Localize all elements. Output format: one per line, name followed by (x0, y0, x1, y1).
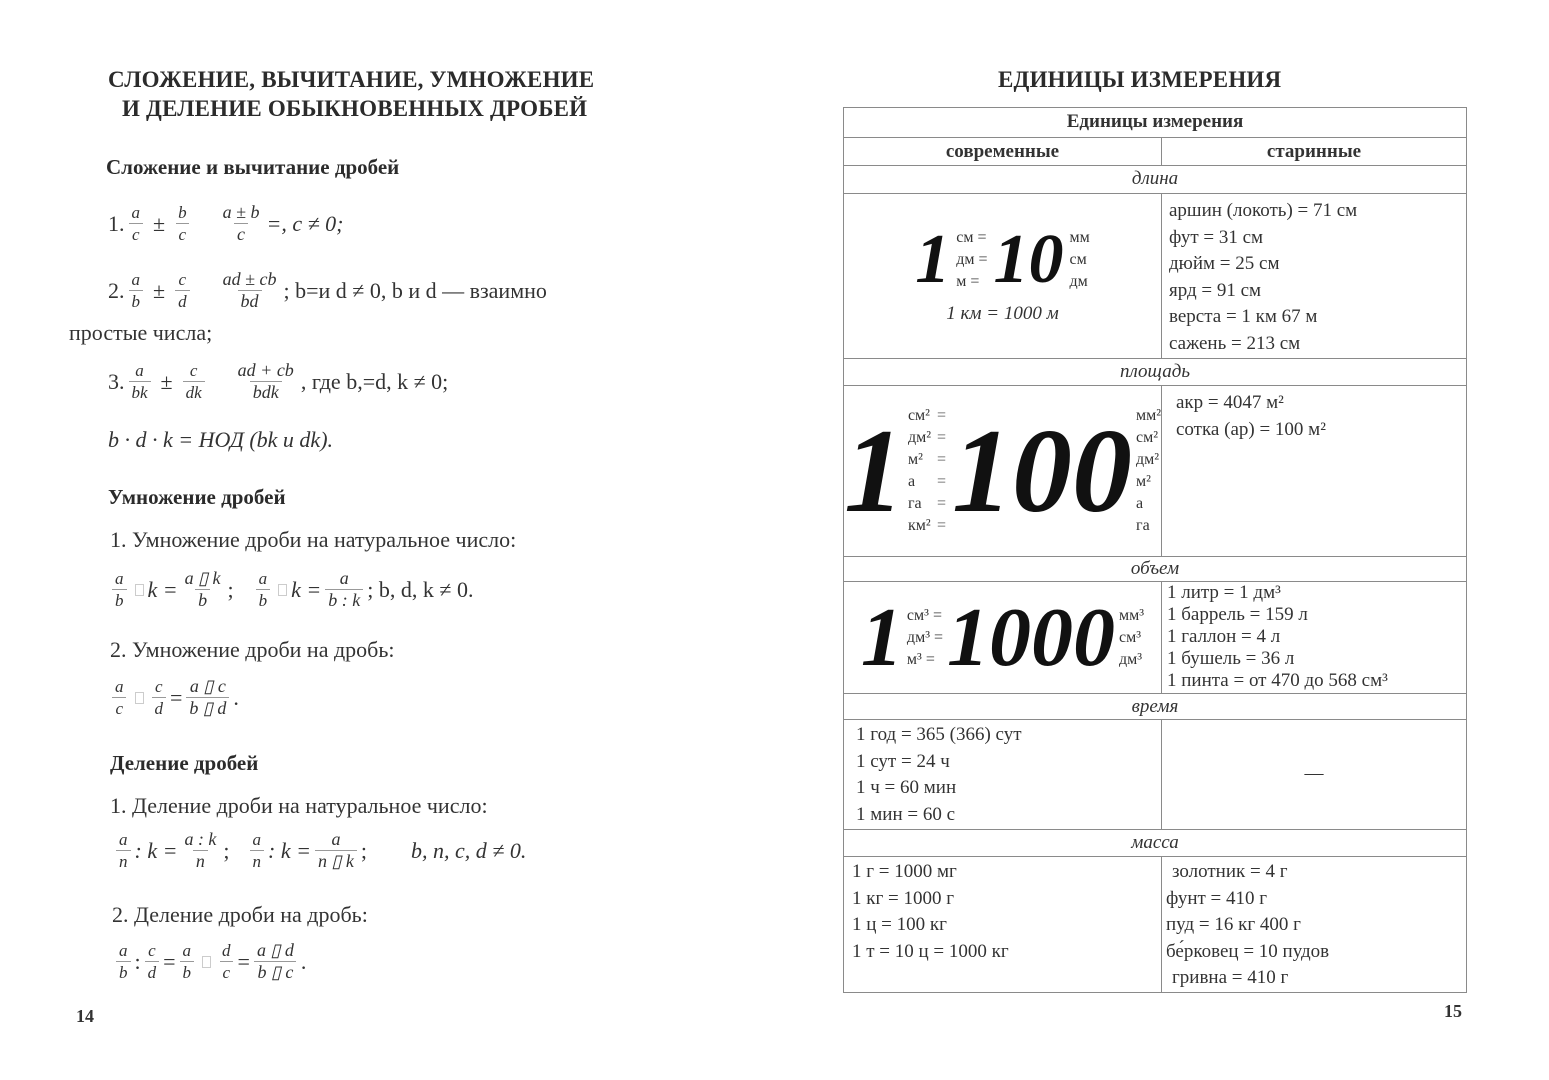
time-old-dash: — (1304, 763, 1324, 785)
modern-unit: 1 г = 1000 мг (852, 861, 957, 882)
column-header-old: старинные (1266, 141, 1362, 162)
separator: ; (360, 837, 368, 863)
category-time: время (1131, 696, 1179, 717)
missing-symbol-mark (135, 584, 144, 596)
mass-old-cell (1162, 857, 1466, 992)
big-numeral-one: 1 (844, 404, 904, 537)
fraction: $\frac{a}{bk}$ (129, 360, 151, 403)
area-row (844, 385, 1466, 556)
period: . (233, 684, 239, 710)
missing-symbol-mark (202, 956, 211, 968)
unit-left: га (907, 495, 922, 512)
category-row (844, 165, 1466, 193)
category-length: длина (1131, 168, 1179, 189)
fraction-result: $\frac{a ▯ d}{b ▯ c}$ (254, 940, 297, 983)
colon: : (134, 948, 141, 974)
fraction-result: $\frac{a ▯ k}{b}$ (184, 568, 221, 610)
formula-mul-1 (108, 568, 473, 611)
old-unit: аршин (локоть) = 71 см (1169, 200, 1358, 221)
modern-unit: 1 ц = 100 кг (852, 914, 947, 935)
equals-sign: = (937, 429, 947, 446)
fraction-result: $\frac{ad + cb}{\text{bdk}}$ (237, 360, 294, 402)
column-header-row (844, 137, 1466, 165)
old-unit: гривна = 410 г (1172, 967, 1289, 988)
old-unit: 1 пинта = от 470 до 568 см³ (1167, 670, 1388, 691)
fraction-result: $\frac{a ▯ c}{b ▯ d}$ (186, 676, 229, 719)
old-unit: бе́рковец = 10 пудов (1166, 940, 1330, 962)
old-unit: 1 баррель = 159 л (1167, 604, 1308, 625)
volume-old-cell (1162, 582, 1466, 693)
fraction: $\frac{c}{d}$ (175, 269, 190, 312)
factor: k = (291, 576, 322, 602)
condition: , где b,=d, k ≠ 0; (300, 368, 449, 394)
page-number-left: 14 (76, 1006, 94, 1026)
divisor: : k = (134, 837, 178, 863)
fraction: $\frac{a}{b}$ (112, 568, 127, 611)
formula-number: 1. (108, 210, 125, 236)
unit-right: а (1136, 495, 1144, 512)
unit-left: дм³ = (906, 628, 944, 646)
equals-sign: = (937, 451, 947, 468)
big-numeral-one: 1 (915, 220, 951, 298)
equals-sign: = (937, 473, 947, 490)
fraction: $\frac{a}{c}$ (129, 202, 144, 245)
time-old-cell (1162, 720, 1466, 829)
divisor: : k = (268, 837, 311, 863)
big-numeral-thousand: 1000 (947, 590, 1116, 684)
units-table (843, 107, 1467, 993)
fraction: $\frac{a}{b}$ (180, 940, 195, 983)
volume-modern-cell (844, 582, 1162, 693)
condition: b, n, c, d ≠ 0. (411, 837, 527, 863)
unit-left: дм² (907, 429, 931, 446)
old-unit: 1 бушель = 36 л (1167, 648, 1295, 669)
fraction: $\frac{a}{b}$ (129, 269, 144, 312)
area-old-cell (1162, 386, 1466, 556)
formula-mul-2 (108, 676, 239, 719)
factor: k = (147, 576, 178, 602)
category-row (844, 829, 1466, 856)
length-old-cell (1162, 194, 1466, 358)
volume-row (844, 581, 1466, 693)
div-item-1: 1. Деление дроби на натуральное число: (110, 793, 488, 818)
modern-unit: 1 т = 10 ц = 1000 кг (852, 940, 1009, 962)
unit-left: дм = (956, 250, 988, 268)
modern-unit: 1 год = 365 (366) сут (856, 724, 1022, 745)
old-unit: пуд = 16 кг 400 г (1166, 914, 1301, 935)
separator: ; (223, 837, 230, 863)
fraction: $\frac{a}{c}$ (112, 676, 127, 719)
equals: = (237, 948, 250, 974)
fraction-result: $\frac{ad \pm cb}{bd}$ (222, 269, 277, 311)
big-numeral-one: 1 (860, 590, 903, 684)
page-title-right: ЕДИНИЦЫ ИЗМЕРЕНИЯ (998, 67, 1282, 92)
mass-modern-cell (844, 857, 1162, 992)
page-number-right: 15 (1444, 1001, 1462, 1021)
mul-item-1: 1. Умножение дроби на натуральное число: (110, 527, 517, 552)
old-unit: сажень = 213 см (1169, 332, 1301, 354)
unit-right: дм² (1136, 451, 1160, 468)
unit-left: м = (956, 272, 980, 290)
old-unit: ярд = 91 см (1169, 279, 1262, 301)
unit-right: мм³ (1119, 606, 1145, 624)
table-header-row (844, 108, 1466, 137)
modern-unit: 1 мин = 60 с (856, 803, 956, 825)
category-row (844, 556, 1466, 581)
unit-right: дм³ (1119, 650, 1143, 668)
category-volume: объем (1130, 558, 1180, 579)
unit-right: см³ (1119, 628, 1142, 646)
mass-row (844, 856, 1466, 992)
formula-add-3 (108, 360, 448, 403)
nod-formula: b · d · k = НОД (bk и dk). (108, 427, 334, 452)
old-unit: сотка (ар) = 100 м² (1176, 418, 1326, 440)
old-unit: дюйм = 25 см (1169, 253, 1280, 274)
big-numeral-hundred: 100 (952, 404, 1133, 537)
equals-sign: = (937, 495, 947, 512)
heading-division: Деление дробей (110, 751, 259, 775)
separator: ; (227, 576, 234, 602)
condition: ; b=и d ≠ 0, b и d — взаимно (283, 277, 547, 303)
unit-right: см² (1136, 429, 1159, 446)
modern-unit: 1 сут = 24 ч (856, 750, 950, 772)
area-modern-cell (844, 386, 1162, 556)
category-area: площадь (1119, 361, 1191, 382)
unit-left: см³ = (906, 606, 942, 624)
plus-minus: ± (153, 210, 166, 236)
old-unit: верста = 1 км 67 м (1169, 306, 1318, 327)
old-unit: фунт = 410 г (1166, 887, 1268, 909)
fraction-result: $\frac{a \pm b}{c}$ (222, 202, 260, 244)
page-title-line1: СЛОЖЕНИЕ, ВЫЧИТАНИЕ, УМНОЖЕНИЕ (108, 67, 595, 92)
missing-symbol-mark (278, 584, 287, 596)
formula-add-2 (108, 269, 547, 312)
formula-div-1 (112, 829, 526, 872)
plus-minus: ± (160, 368, 173, 394)
fraction: $\frac{a}{b}$ (116, 940, 131, 983)
condition: =, c ≠ 0; (266, 210, 344, 236)
heading-addition: Сложение и вычитание дробей (106, 155, 400, 179)
fraction: $\frac{d}{c}$ (219, 940, 234, 983)
heading-multiplication: Умножение дробей (108, 485, 286, 509)
fraction: $\frac{c}{d}$ (152, 676, 167, 719)
modern-unit: 1 кг = 1000 г (852, 887, 955, 909)
category-row (844, 693, 1466, 719)
unit-left: м³ = (906, 650, 935, 668)
old-unit: золотник = 4 г (1172, 861, 1288, 882)
plus-minus: ± (153, 277, 166, 303)
equals: = (163, 948, 176, 974)
fraction-result: $\frac{a}{b : k}$ (325, 568, 363, 611)
unit-right: дм (1069, 272, 1088, 290)
modern-unit: 1 ч = 60 мин (856, 777, 957, 798)
unit-right: мм² (1136, 407, 1162, 424)
fraction: $\frac{a}{n}$ (116, 829, 131, 872)
fraction-result: $\frac{a}{n ▯ k}$ (315, 829, 357, 872)
equals: = (170, 684, 183, 710)
unit-left: см² (907, 407, 930, 424)
unit-left: см = (956, 228, 987, 246)
km-conversion: 1 км = 1000 м (946, 302, 1059, 324)
unit-right: мм (1069, 228, 1090, 246)
old-unit: фут = 31 см (1169, 226, 1264, 248)
category-mass: масса (1131, 832, 1179, 853)
category-row (844, 358, 1466, 385)
old-unit: 1 литр = 1 дм³ (1167, 582, 1281, 603)
big-numeral-ten: 10 (993, 220, 1064, 298)
equals-sign: = (937, 407, 947, 424)
fraction: $\frac{b}{c}$ (175, 202, 190, 245)
condition: ; b, d, k ≠ 0. (367, 576, 474, 602)
time-row (844, 719, 1466, 829)
div-item-2: 2. Деление дроби на дробь: (112, 902, 368, 927)
unit-right: га (1136, 517, 1150, 534)
fraction: $\frac{a}{b}$ (256, 568, 271, 611)
formula-div-2 (112, 940, 306, 983)
fraction-result: $\frac{a : k}{n}$ (184, 829, 217, 871)
mul-item-2: 2. Умножение дроби на дробь: (110, 637, 395, 662)
missing-symbol-mark (135, 692, 144, 704)
length-modern-cell (844, 194, 1162, 358)
length-row (844, 193, 1466, 358)
formula-add-1 (108, 202, 343, 245)
old-unit: 1 галлон = 4 л (1167, 626, 1281, 647)
period: . (300, 948, 307, 974)
fraction: $\frac{a}{n}$ (250, 829, 265, 872)
formula-continuation: простые числа; (69, 320, 213, 345)
unit-left: а (907, 473, 916, 490)
page-title-line2: И ДЕЛЕНИЕ ОБЫКНОВЕННЫХ ДРОБЕЙ (122, 96, 588, 121)
unit-right: м² (1136, 473, 1151, 490)
unit-left: м² (907, 451, 923, 468)
equals-sign: = (937, 517, 947, 534)
formula-number: 3. (108, 368, 125, 394)
fraction: $\frac{c}{d}$ (145, 940, 160, 983)
table-header: Единицы измерения (1066, 111, 1244, 132)
fraction: $\frac{c}{dk}$ (183, 360, 205, 403)
unit-right: см (1069, 250, 1087, 268)
column-header-modern: современные (844, 138, 1162, 165)
unit-left: км² (907, 517, 931, 534)
time-modern-cell (844, 720, 1162, 829)
old-unit: акр = 4047 м² (1176, 392, 1284, 413)
formula-number: 2. (108, 277, 125, 303)
